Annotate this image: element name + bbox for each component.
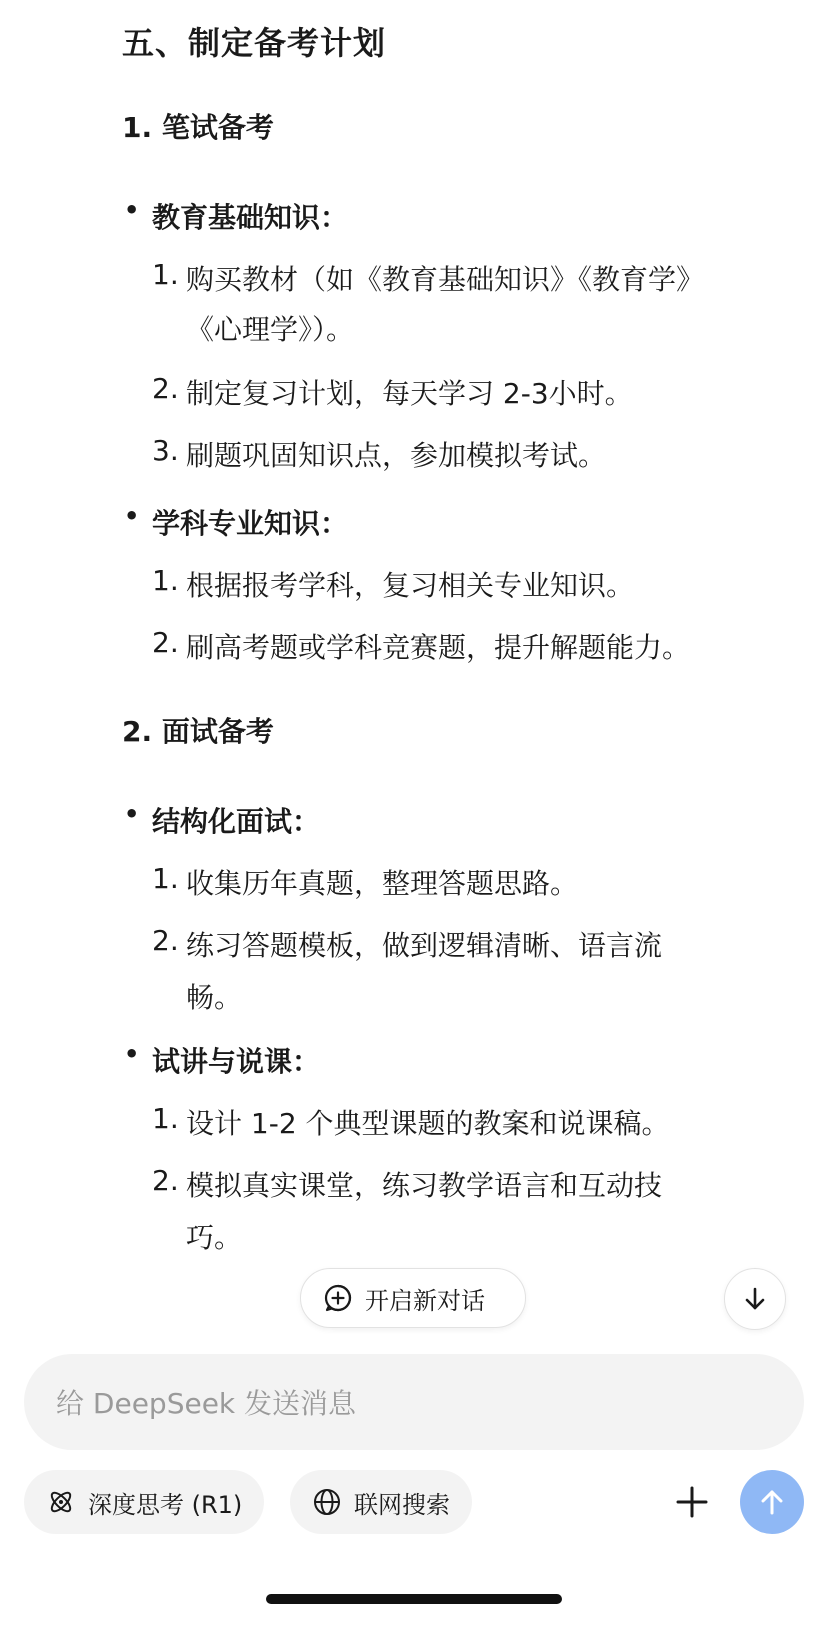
section-title: 五、制定备考计划: [122, 24, 387, 62]
bullet-label: 学科专业知识：: [152, 507, 349, 540]
list-item-text: 设计 1-2 个典型课题的教案和说课稿。: [186, 1107, 670, 1140]
globe-icon: [312, 1487, 342, 1517]
list-item-text: 模拟真实课堂，练习教学语言和互动技: [186, 1169, 663, 1202]
list-item-text: 练习答题模板，做到逻辑清晰、语言流: [186, 929, 663, 962]
attach-button[interactable]: [666, 1476, 718, 1528]
message-input-placeholder: 给 DeepSeek 发送消息: [56, 1387, 357, 1420]
atom-icon: [46, 1487, 76, 1517]
list-item-text: 《心理学》）。: [186, 313, 355, 346]
item-number: 2.: [152, 626, 179, 659]
item-number: 3.: [152, 434, 179, 467]
interview-heading: 2. 面试备考: [122, 715, 274, 748]
list-item-text: 巧。: [186, 1221, 243, 1254]
bullet-dot: •: [124, 800, 140, 828]
chat-plus-icon: [323, 1283, 353, 1313]
new-chat-label: 开启新对话: [365, 1286, 485, 1315]
item-number: 2.: [152, 372, 179, 405]
bullet-label: 试讲与说课：: [152, 1045, 321, 1078]
item-number: 1.: [152, 258, 179, 291]
deep-think-label: 深度思考 (R1): [88, 1490, 243, 1519]
web-search-label: 联网搜索: [354, 1490, 450, 1519]
written-exam-heading: 1. 笔试备考: [122, 111, 274, 144]
bullet-label: 结构化面试：: [152, 805, 321, 838]
scroll-to-bottom-button[interactable]: [724, 1268, 786, 1330]
plus-icon: [674, 1484, 710, 1520]
item-number: 2.: [152, 1164, 179, 1197]
item-number: 1.: [152, 564, 179, 597]
list-item-text: 畅。: [186, 981, 243, 1014]
send-button[interactable]: [740, 1470, 804, 1534]
arrow-down-icon: [741, 1285, 769, 1313]
list-item-text: 根据报考学科，复习相关专业知识。: [186, 569, 635, 602]
list-item-text: 刷题巩固知识点，参加模拟考试。: [186, 439, 607, 472]
web-search-toggle[interactable]: [290, 1470, 472, 1534]
list-item-text: 制定复习计划，每天学习 2-3小时。: [186, 377, 633, 410]
deep-think-toggle[interactable]: [24, 1470, 264, 1534]
bullet-dot: •: [124, 502, 140, 530]
bullet-dot: •: [124, 196, 140, 224]
home-indicator: [266, 1594, 562, 1604]
list-item-text: 刷高考题或学科竞赛题，提升解题能力。: [186, 631, 691, 664]
item-number: 2.: [152, 924, 179, 957]
bullet-dot: •: [124, 1040, 140, 1068]
item-number: 1.: [152, 1102, 179, 1135]
item-number: 1.: [152, 862, 179, 895]
list-item-text: 购买教材（如《教育基础知识》《教育学》: [186, 263, 705, 296]
bullet-label: 教育基础知识：: [152, 201, 349, 234]
list-item-text: 收集历年真题，整理答题思路。: [186, 867, 579, 900]
new-chat-button[interactable]: [300, 1268, 526, 1328]
arrow-up-icon: [757, 1487, 787, 1517]
message-input[interactable]: [24, 1354, 804, 1450]
